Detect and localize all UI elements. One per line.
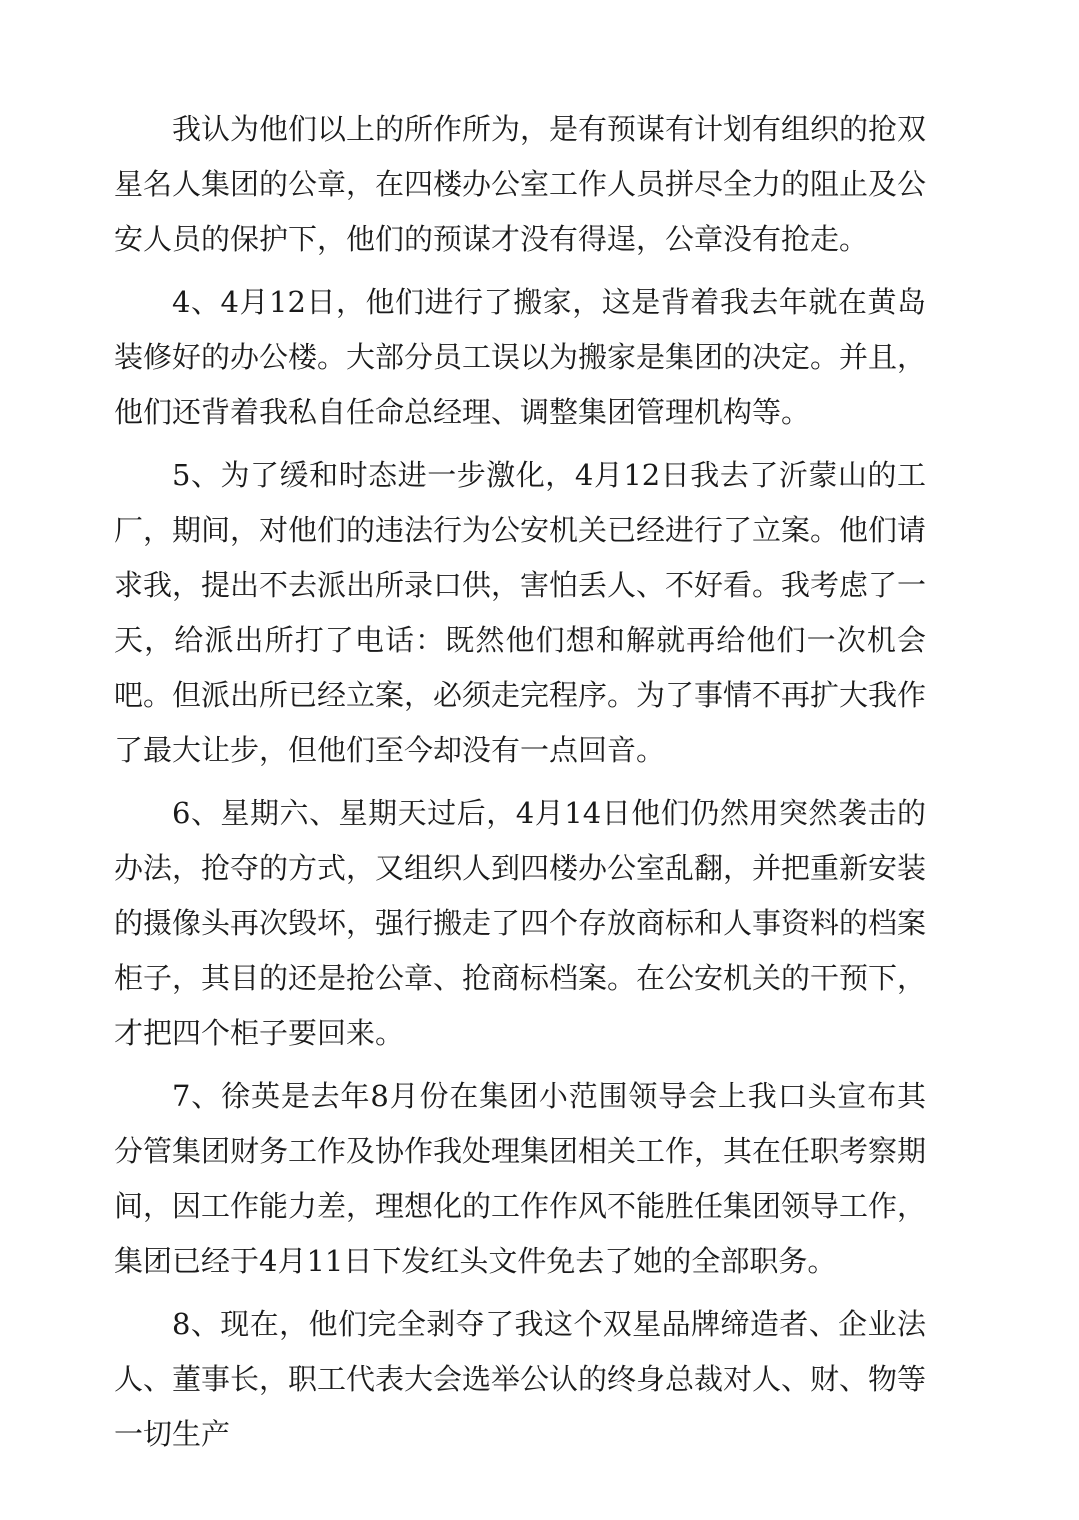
document-body bbox=[114, 102, 926, 1470]
paragraph-item-6: 6、星期六、星期天过后，4月14日他们仍然用突然袭击的办法，抢夺的方式，又组织人到四楼办公室乱翻，并把重新安装的摄像头再次毁坏，强行搬走了四个存放商标和人事资料的档案柜子，其目的还是抢公章、抢商标档案。在公安机关的干预下，才把四个柜子要回来。 bbox=[114, 796, 927, 1050]
paragraph-item-4: 4、4月12日，他们进行了搬家，这是背着我去年就在黄岛装修好的办公楼。大部分员工误以为搬家是集团的决定。并且，他们还背着我私自任命总经理、调整集团管理机构等。 bbox=[114, 285, 927, 429]
paragraph-item-5: 5、为了缓和时态进一步激化，4月12日我去了沂蒙山的工厂，期间，对他们的违法行为公安机关已经进行了立案。他们请求我，提出不去派出所录口供，害怕丢人、不好看。我考虑了一天，给派出所打了电话：既然他们想和解就再给他们一次机会吧。但派出所已经立案，必须走完程序。为了事情不再扩大我作了最大让步，但他们至今却没有一点回音。 bbox=[114, 458, 927, 767]
paragraph-item-8: 8、现在，他们完全剥夺了我这个双星品牌缔造者、企业法人、董事长，职工代表大会选举公认的终身总裁对人、财、物等一切生产 bbox=[114, 1307, 927, 1451]
paragraph-item-7: 7、徐英是去年8月份在集团小范围领导会上我口头宣布其分管集团财务工作及协作我处理集团相关工作，其在任职考察期间，因工作能力差，理想化的工作作风不能胜任集团领导工作，集团已经于4月11日下发红头文件免去了她的全部职务。 bbox=[114, 1079, 927, 1278]
paragraph-conclusion: 我认为他们以上的所作所为，是有预谋有计划有组织的抢双星名人集团的公章，在四楼办公室工作人员拼尽全力的阻止及公安人员的保护下，他们的预谋才没有得逞，公章没有抢走。 bbox=[114, 112, 927, 256]
